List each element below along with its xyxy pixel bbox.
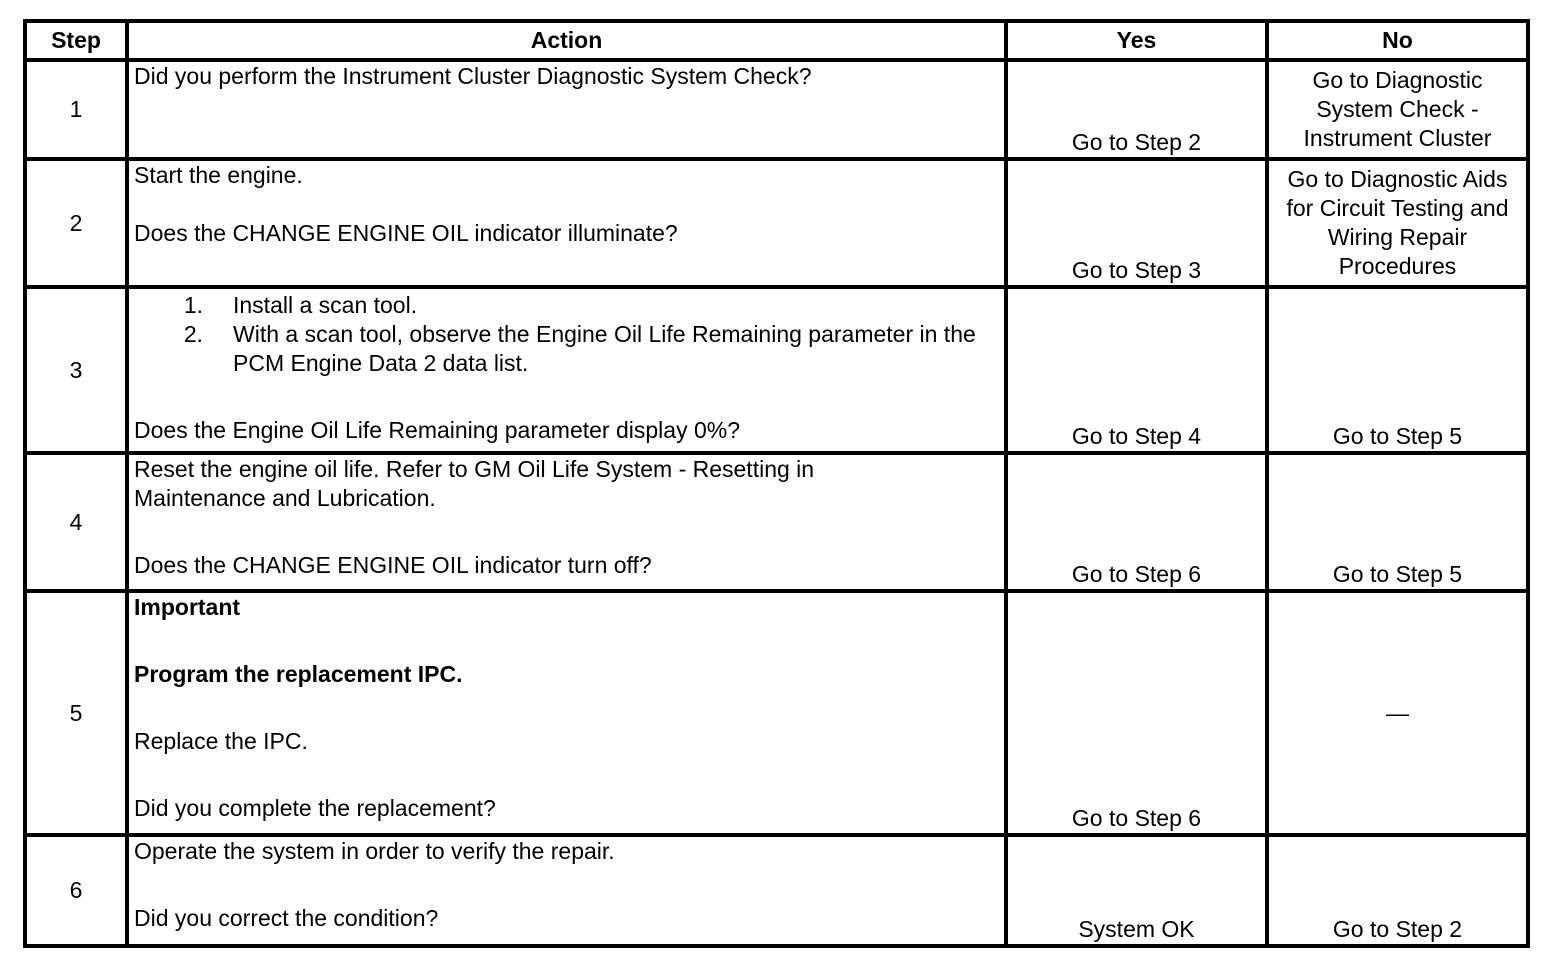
- no-cell: Go to Diagnostic Aids for Circuit Testing and Wiring Repair Procedures: [1267, 159, 1528, 287]
- important-label: Important: [134, 594, 241, 620]
- step-number: 5: [25, 591, 127, 835]
- substep-text: Install a scan tool.: [233, 292, 418, 318]
- action-question: Did you correct the condition?: [134, 905, 439, 931]
- step-number: 1: [25, 60, 127, 159]
- step-number: 2: [25, 159, 127, 287]
- yes-cell: Go to Step 4: [1006, 287, 1267, 453]
- substep-number: 1.: [183, 292, 203, 318]
- list-item: [134, 320, 999, 378]
- no-cell: Go to Step 5: [1267, 287, 1528, 453]
- diagnostic-table: [23, 19, 1530, 948]
- action-text: Start the engine.: [134, 162, 303, 188]
- yes-cell: Go to Step 6: [1006, 453, 1267, 591]
- action-question: Does the CHANGE ENGINE OIL indicator illuminate?: [134, 220, 678, 246]
- action-question: Did you complete the replacement?: [134, 795, 496, 821]
- action-question: Does the CHANGE ENGINE OIL indicator turn off?: [134, 552, 652, 578]
- action-cell: [127, 835, 1006, 946]
- no-cell: —: [1267, 591, 1528, 835]
- table-row: [25, 591, 1528, 835]
- action-cell: [127, 591, 1006, 835]
- header-row: [25, 21, 1528, 60]
- no-cell: Go to Step 2: [1267, 835, 1528, 946]
- header-step: Step: [25, 21, 127, 60]
- step-number: 6: [25, 835, 127, 946]
- step-number: 4: [25, 453, 127, 591]
- table-row: [25, 453, 1528, 591]
- header-yes: Yes: [1006, 21, 1267, 60]
- action-text: Operate the system in order to verify the repair.: [134, 838, 615, 864]
- list-item: [134, 291, 999, 320]
- action-cell: [127, 287, 1006, 453]
- no-cell: Go to Diagnostic System Check - Instrument Cluster: [1267, 60, 1528, 159]
- action-text: Replace the IPC.: [134, 728, 308, 754]
- substep-text: With a scan tool, observe the Engine Oil Life Remaining parameter in the PCM Engine Data 2 data list.: [233, 321, 976, 376]
- table-row: [25, 159, 1528, 287]
- substep-number: 2.: [183, 321, 203, 347]
- action-cell: [127, 159, 1006, 287]
- action-cell: [127, 453, 1006, 591]
- no-cell: Go to Step 5: [1267, 453, 1528, 591]
- yes-cell: Go to Step 6: [1006, 591, 1267, 835]
- yes-cell: Go to Step 3: [1006, 159, 1267, 287]
- action-question: Does the Engine Oil Life Remaining parameter display 0%?: [134, 417, 740, 443]
- header-action: Action: [127, 21, 1006, 60]
- header-no: No: [1267, 21, 1528, 60]
- action-cell: [127, 60, 1006, 159]
- yes-cell: System OK: [1006, 835, 1267, 946]
- substep-list: [134, 291, 999, 378]
- table-row: [25, 835, 1528, 946]
- action-text: Did you perform the Instrument Cluster Diagnostic System Check?: [134, 63, 812, 89]
- step-number: 3: [25, 287, 127, 453]
- action-text: Reset the engine oil life. Refer to GM Oil Life System - Resetting in Maintenance and Lubrication.: [134, 456, 815, 511]
- yes-cell: Go to Step 2: [1006, 60, 1267, 159]
- table-row: [25, 60, 1528, 159]
- important-text: Program the replacement IPC.: [134, 661, 463, 687]
- table-row: [25, 287, 1528, 453]
